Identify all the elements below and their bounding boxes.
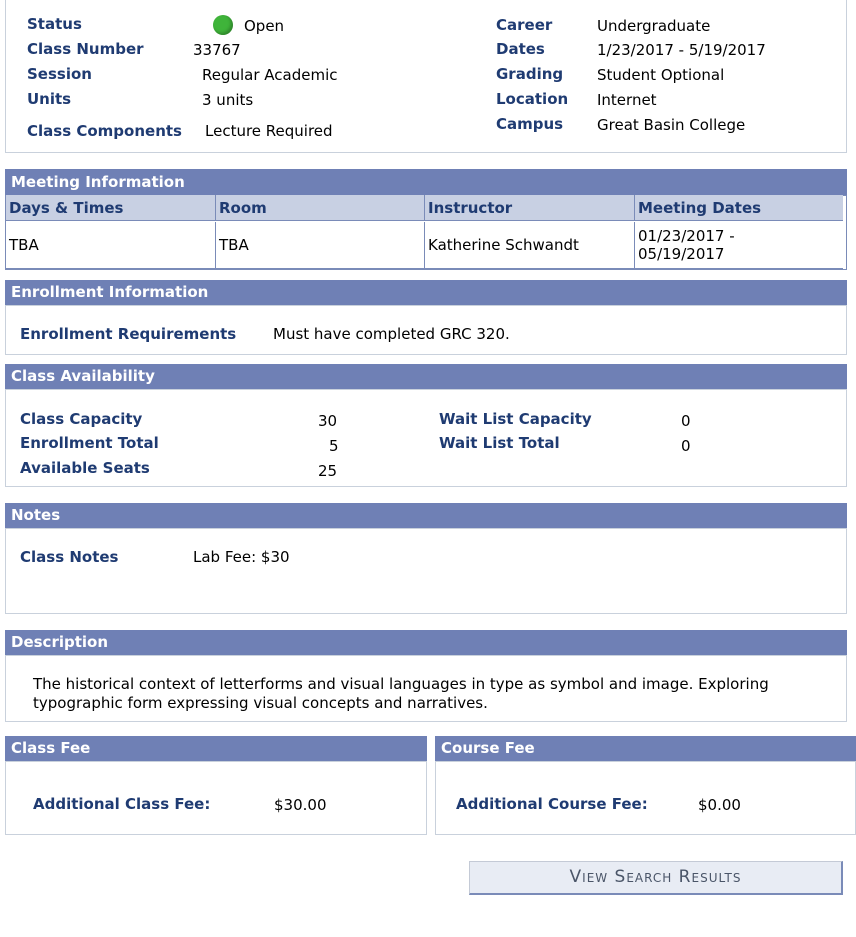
additional-class-fee-label: Additional Class Fee: xyxy=(33,795,211,813)
course-fee-header: Course Fee xyxy=(435,736,856,761)
class-components-label: Class Components xyxy=(27,122,182,140)
status-open-icon xyxy=(213,15,233,35)
description-text: The historical context of letterforms and visual languages in type as symbol and image. Exploring typographic form expressing visual concepts and narratives. xyxy=(33,675,769,712)
table-cell-instructor xyxy=(425,222,635,269)
notes-panel xyxy=(5,528,847,614)
class-number-value: 33767 xyxy=(193,41,241,59)
class-components-value: Lecture Required xyxy=(205,122,333,140)
wait-list-total-label: Wait List Total xyxy=(439,434,560,452)
enrollment-total-label: Enrollment Total xyxy=(20,434,159,452)
class-fee-header: Class Fee xyxy=(5,736,427,761)
col-header-room: Room xyxy=(216,195,425,221)
wait-list-total-value: 0 xyxy=(681,437,691,455)
table-cell-meeting-dates xyxy=(635,222,843,269)
view-search-results-button[interactable]: View Search Results xyxy=(469,861,843,895)
session-value: Regular Academic xyxy=(202,66,338,84)
notes-header: Notes xyxy=(5,503,847,528)
wait-list-capacity-value: 0 xyxy=(681,412,691,430)
units-label: Units xyxy=(27,90,72,108)
instructor-value: Katherine Schwandt xyxy=(428,236,579,254)
col-header-instructor: Instructor xyxy=(425,195,635,221)
additional-course-fee-label: Additional Course Fee: xyxy=(456,795,648,813)
available-seats-label: Available Seats xyxy=(20,459,150,477)
meeting-information-header: Meeting Information xyxy=(5,169,847,195)
career-value: Undergraduate xyxy=(597,17,711,35)
class-availability-header: Class Availability xyxy=(5,364,847,389)
dates-label: Dates xyxy=(496,40,545,58)
available-seats-value: 25 xyxy=(318,462,338,480)
enrollment-requirements-value: Must have completed GRC 320. xyxy=(273,325,510,343)
status-label: Status xyxy=(27,15,82,33)
status-value: Open xyxy=(244,17,285,35)
class-notes-value: Lab Fee: $30 xyxy=(193,548,290,566)
enrollment-requirements-label: Enrollment Requirements xyxy=(20,325,237,343)
class-capacity-value: 30 xyxy=(318,412,338,430)
table-cell-room xyxy=(216,222,425,269)
wait-list-capacity-label: Wait List Capacity xyxy=(439,410,592,428)
session-label: Session xyxy=(27,65,92,83)
grading-label: Grading xyxy=(496,65,564,83)
enrollment-information-header: Enrollment Information xyxy=(5,280,847,305)
room-value: TBA xyxy=(219,236,249,254)
location-value: Internet xyxy=(597,91,657,109)
enrollment-total-value: 5 xyxy=(329,437,339,455)
col-header-meeting-dates: Meeting Dates xyxy=(635,195,843,221)
units-value: 3 units xyxy=(202,91,254,109)
campus-label: Campus xyxy=(496,115,564,133)
grading-value: Student Optional xyxy=(597,66,725,84)
days-times-value: TBA xyxy=(9,236,39,254)
class-number-label: Class Number xyxy=(27,40,144,58)
class-capacity-label: Class Capacity xyxy=(20,410,143,428)
dates-value: 1/23/2017 - 5/19/2017 xyxy=(597,41,766,59)
description-header: Description xyxy=(5,630,847,655)
career-label: Career xyxy=(496,16,553,34)
table-cell-days-times xyxy=(6,222,216,269)
meeting-dates-value: 01/23/2017 - 05/19/2017 xyxy=(638,227,735,263)
additional-class-fee-value: $30.00 xyxy=(274,796,327,814)
class-notes-label: Class Notes xyxy=(20,548,119,566)
col-header-days-times: Days & Times xyxy=(6,195,216,221)
campus-value: Great Basin College xyxy=(597,116,746,134)
additional-course-fee-value: $0.00 xyxy=(698,796,741,814)
location-label: Location xyxy=(496,90,569,108)
